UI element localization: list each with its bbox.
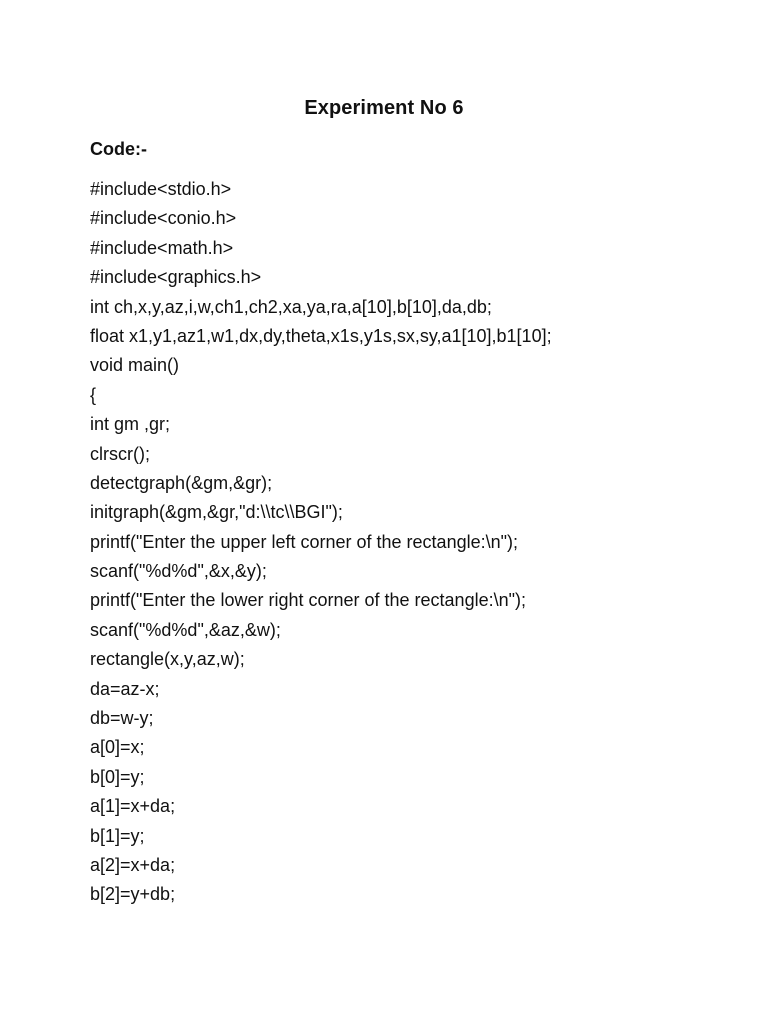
code-line: int ch,x,y,az,i,w,ch1,ch2,xa,ya,ra,a[10],b[10],da,db; xyxy=(90,296,492,317)
code-line: a[1]=x+da; xyxy=(90,796,176,817)
code-line: db=w-y; xyxy=(90,708,154,729)
code-line: rectangle(x,y,az,w); xyxy=(90,649,245,670)
code-line: detectgraph(&gm,&gr); xyxy=(90,472,273,493)
code-line: scanf("%d%d",&az,&w); xyxy=(90,619,281,640)
code-line: { xyxy=(90,384,97,405)
code-line: a[0]=x; xyxy=(90,737,145,758)
code-line: b[1]=y; xyxy=(90,825,145,846)
code-line: #include<graphics.h> xyxy=(90,267,262,288)
code-block xyxy=(90,175,740,910)
code-line: a[2]=x+da; xyxy=(90,854,176,875)
page-title: Experiment No 6 xyxy=(304,97,464,119)
code-line: #include<math.h> xyxy=(90,237,234,258)
code-line: b[0]=y; xyxy=(90,766,145,787)
code-line: initgraph(&gm,&gr,"d:\\tc\\BGI"); xyxy=(90,502,343,523)
code-section-label: Code:- xyxy=(90,139,147,159)
code-line: float x1,y1,az1,w1,dx,dy,theta,x1s,y1s,sx,sy,a1[10],b1[10]; xyxy=(90,325,552,346)
code-line: void main() xyxy=(90,355,180,376)
code-line: printf("Enter the lower right corner of the rectangle:\n"); xyxy=(90,590,526,611)
code-line: #include<stdio.h> xyxy=(90,179,232,199)
code-line: printf("Enter the upper left corner of the rectangle:\n"); xyxy=(90,531,519,552)
code-line: #include<conio.h> xyxy=(90,208,237,229)
code-line: int gm ,gr; xyxy=(90,414,171,435)
code-line: scanf("%d%d",&x,&y); xyxy=(90,561,267,582)
code-line: b[2]=y+db; xyxy=(90,884,176,905)
code-line: clrscr(); xyxy=(90,443,150,464)
code-line: da=az-x; xyxy=(90,678,160,699)
